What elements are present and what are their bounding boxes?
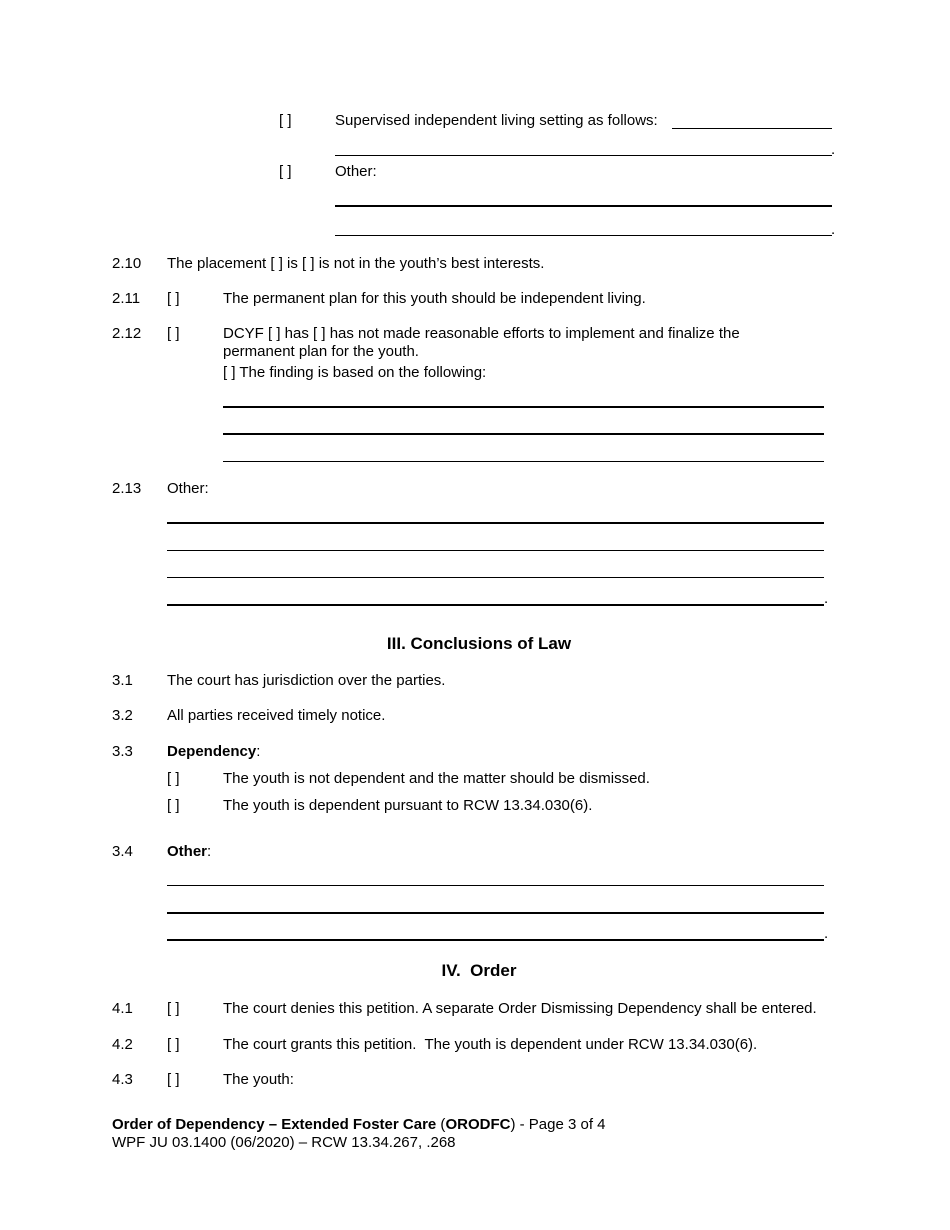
conclusion-number: 3.4 — [112, 843, 133, 860]
conclusion-number: 3.1 — [112, 672, 133, 689]
fill-line[interactable] — [167, 912, 824, 914]
checkbox[interactable]: [ ] — [167, 1000, 180, 1017]
fill-line[interactable] — [335, 205, 832, 207]
fill-line[interactable] — [167, 550, 824, 551]
checkbox[interactable]: [ ] — [167, 290, 180, 307]
footer-title: Order of Dependency – Extended Foster Care — [112, 1116, 437, 1133]
footer-code: ORODFC — [445, 1116, 511, 1133]
section-heading: III. Conclusions of Law — [386, 634, 572, 653]
conclusion-label — [167, 743, 260, 761]
line-period: . — [824, 590, 829, 607]
conclusion-number: 3.2 — [112, 707, 133, 724]
conclusion-number: 3.3 — [112, 743, 133, 760]
conclusion-option: The youth is not dependent and the matter should be dismissed. — [223, 770, 650, 787]
label-colon: : — [256, 743, 261, 760]
conclusion-text: The court has jurisdiction over the parties. — [167, 672, 446, 689]
finding-text: DCYF [ ] has [ ] has not made reasonable efforts to implement and finalize the — [223, 325, 740, 342]
finding-text: Other: — [167, 480, 209, 497]
checkbox[interactable]: [ ] — [167, 797, 180, 814]
section-heading: IV. Order — [441, 961, 517, 980]
conclusion-label — [167, 843, 211, 861]
footer-title-line — [112, 1116, 606, 1134]
conclusion-option: The youth is dependent pursuant to RCW 13.34.030(6). — [223, 797, 593, 814]
checkbox[interactable]: [ ] — [167, 770, 180, 787]
finding-text: [ ] The finding is based on the following: — [223, 364, 487, 381]
other-living-label: Other: — [335, 163, 377, 180]
checkbox[interactable]: [ ] — [167, 1036, 180, 1053]
line-period: . — [824, 925, 829, 942]
order-number: 4.2 — [112, 1036, 133, 1053]
checkbox[interactable]: [ ] — [167, 325, 180, 342]
fill-line[interactable] — [167, 522, 824, 524]
footer-paren: ) — [510, 1116, 516, 1133]
order-text: The court grants this petition. The youth is dependent under RCW 13.34.030(6). — [223, 1036, 758, 1053]
finding-number: 2.12 — [112, 325, 142, 342]
fill-line[interactable] — [167, 885, 824, 886]
order-text: The court denies this petition. A separate Order Dismissing Dependency shall be entered. — [223, 1000, 817, 1017]
finding-text: The permanent plan for this youth should be independent living. — [223, 290, 646, 307]
finding-text: permanent plan for the youth. — [223, 343, 419, 360]
fill-line[interactable] — [223, 406, 824, 408]
conclusion-text: All parties received timely notice. — [167, 707, 386, 724]
other-label: Other — [167, 843, 208, 860]
finding-number: 2.13 — [112, 480, 142, 497]
fill-line[interactable] — [335, 235, 832, 236]
footer-page: - Page 3 of 4 — [515, 1116, 606, 1133]
fill-line[interactable] — [167, 939, 824, 941]
checkbox[interactable]: [ ] — [279, 112, 292, 129]
fill-line[interactable] — [335, 155, 832, 156]
finding-number: 2.10 — [112, 255, 142, 272]
fill-line[interactable] — [167, 577, 824, 578]
checkbox[interactable]: [ ] — [167, 1071, 180, 1088]
fill-line[interactable] — [223, 433, 824, 435]
line-period: . — [831, 141, 836, 158]
order-text: The youth: — [223, 1071, 294, 1088]
fill-line[interactable] — [223, 461, 824, 462]
dependency-label: Dependency — [167, 743, 257, 760]
label-colon: : — [207, 843, 212, 860]
footer-paren: ( — [436, 1116, 446, 1133]
finding-number: 2.11 — [112, 290, 141, 307]
order-number: 4.3 — [112, 1071, 133, 1088]
checkbox[interactable]: [ ] — [279, 163, 292, 180]
fill-line[interactable] — [167, 604, 824, 606]
fill-line[interactable] — [672, 128, 832, 129]
footer-form-line: WPF JU 03.1400 (06/2020) – RCW 13.34.267, .268 — [112, 1134, 456, 1151]
finding-text: The placement [ ] is [ ] is not in the youth’s best interests. — [167, 255, 545, 272]
order-number: 4.1 — [112, 1000, 133, 1017]
supervised-living-label: Supervised independent living setting as follows: — [335, 112, 658, 129]
line-period: . — [831, 221, 836, 238]
